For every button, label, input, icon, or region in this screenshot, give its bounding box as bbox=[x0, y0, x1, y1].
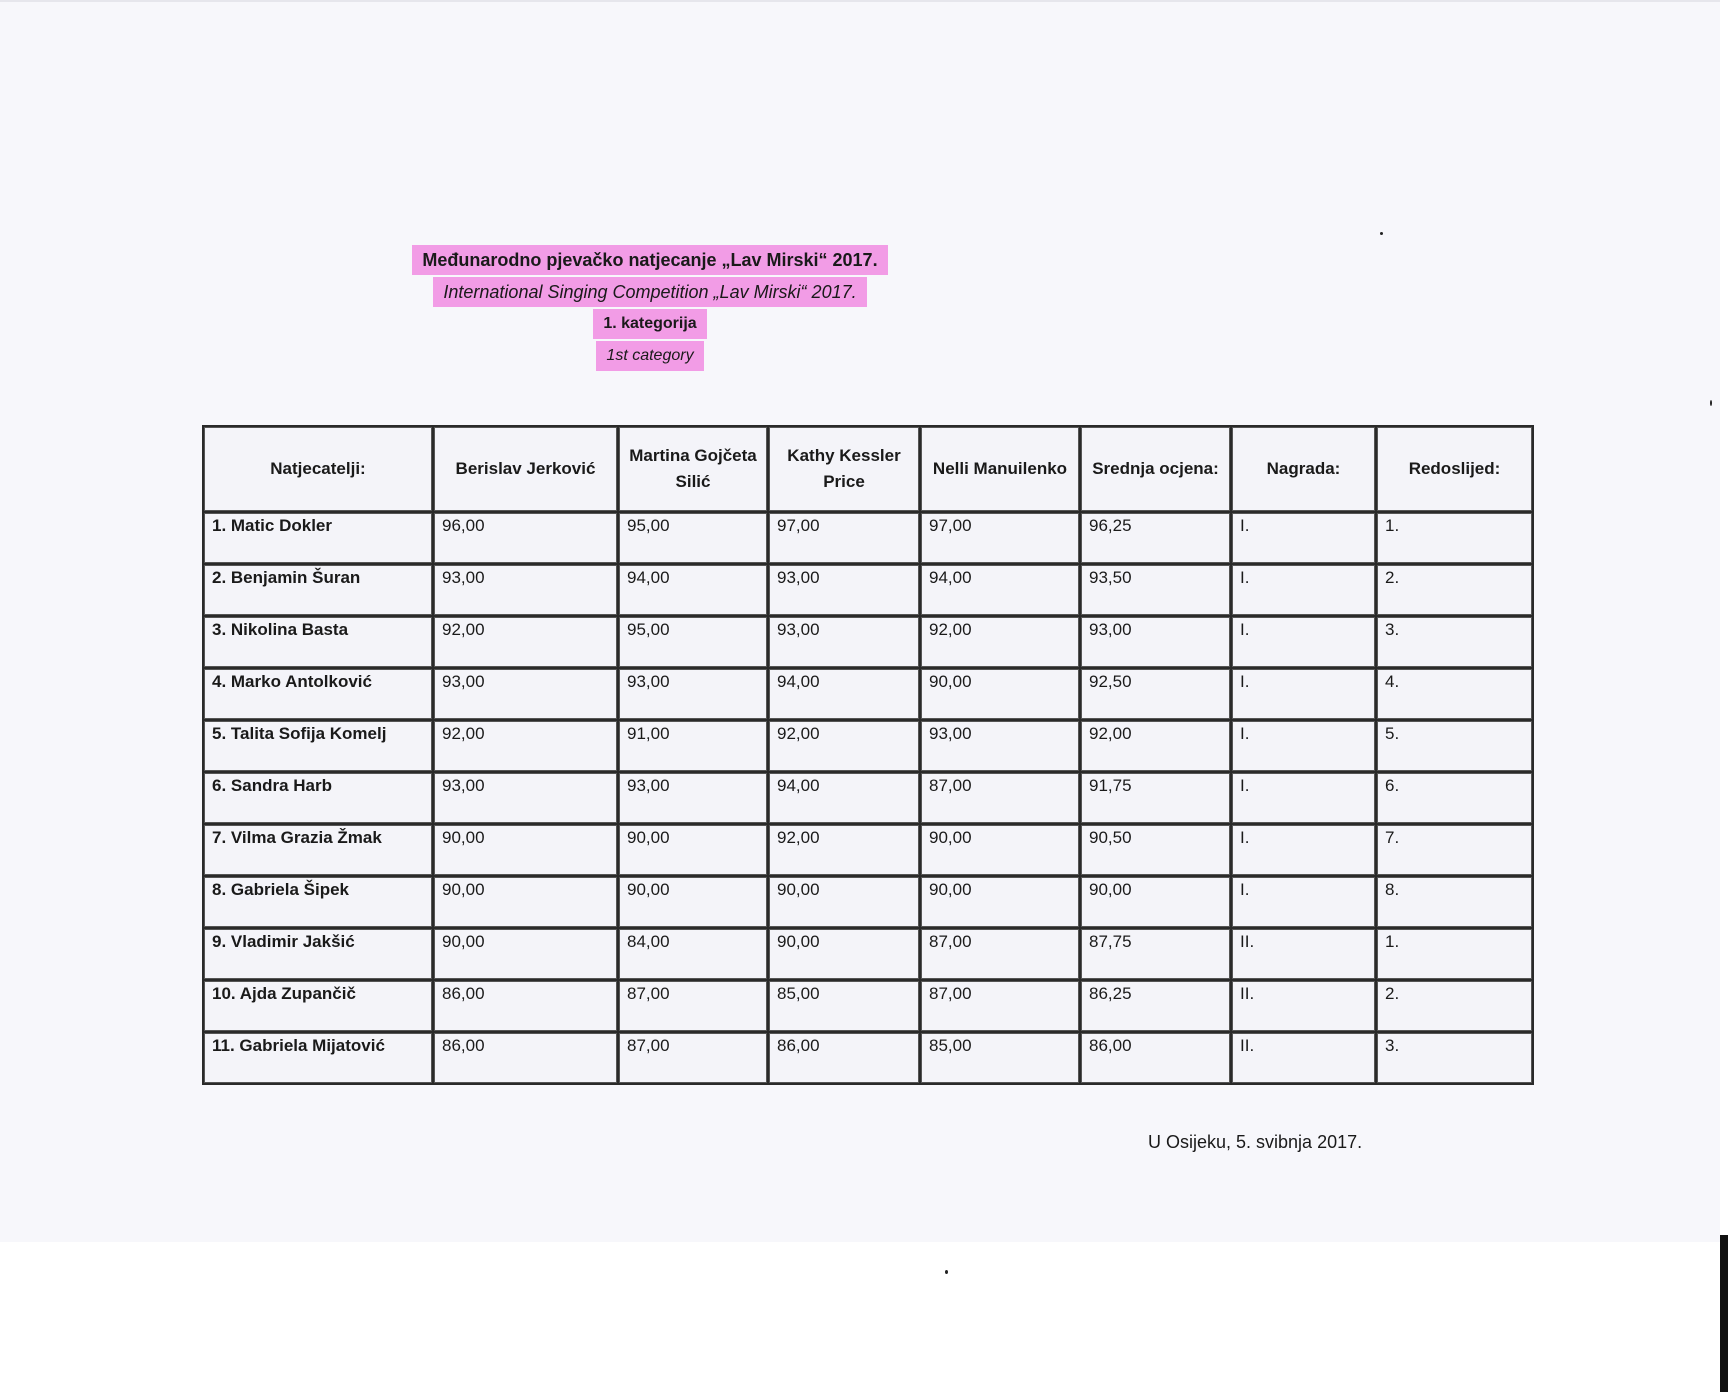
average-score-cell: 91,75 bbox=[1080, 772, 1231, 824]
award-cell: II. bbox=[1231, 928, 1376, 980]
table-row bbox=[203, 668, 1533, 720]
table-body bbox=[203, 512, 1533, 1084]
table-row bbox=[203, 720, 1533, 772]
judge-1-score-cell: 86,00 bbox=[433, 1032, 618, 1084]
judge-1-score-cell: 93,00 bbox=[433, 772, 618, 824]
rank-cell: 1. bbox=[1376, 512, 1533, 564]
scan-edge bbox=[1720, 1235, 1728, 1392]
judge-2-score-cell: 95,00 bbox=[618, 616, 768, 668]
column-header-judge-1: Berislav Jerković bbox=[433, 426, 618, 512]
contestant-name-cell: 6. Sandra Harb bbox=[203, 772, 433, 824]
judge-4-score-cell: 87,00 bbox=[920, 980, 1080, 1032]
contestant-name-cell: 8. Gabriela Šipek bbox=[203, 876, 433, 928]
scan-speck bbox=[1380, 232, 1383, 235]
table-row bbox=[203, 928, 1533, 980]
results-table bbox=[202, 425, 1534, 1085]
scan-speck bbox=[1710, 400, 1712, 406]
scan-speck bbox=[945, 1270, 948, 1274]
column-header-contestants: Natjecatelji: bbox=[203, 426, 433, 512]
contestant-name-cell: 10. Ajda Zupančič bbox=[203, 980, 433, 1032]
judge-4-score-cell: 92,00 bbox=[920, 616, 1080, 668]
judge-3-score-cell: 85,00 bbox=[768, 980, 920, 1032]
award-cell: I. bbox=[1231, 876, 1376, 928]
judge-4-score-cell: 90,00 bbox=[920, 668, 1080, 720]
column-header-award: Nagrada: bbox=[1231, 426, 1376, 512]
contestant-name-cell: 3. Nikolina Basta bbox=[203, 616, 433, 668]
judge-3-score-cell: 90,00 bbox=[768, 928, 920, 980]
judge-4-score-cell: 90,00 bbox=[920, 824, 1080, 876]
judge-3-score-cell: 93,00 bbox=[768, 564, 920, 616]
judge-1-score-cell: 92,00 bbox=[433, 616, 618, 668]
award-cell: I. bbox=[1231, 720, 1376, 772]
average-score-cell: 96,25 bbox=[1080, 512, 1231, 564]
table-row bbox=[203, 824, 1533, 876]
contestant-name-cell: 7. Vilma Grazia Žmak bbox=[203, 824, 433, 876]
judge-4-score-cell: 87,00 bbox=[920, 928, 1080, 980]
column-header-average: Srednja ocjena: bbox=[1080, 426, 1231, 512]
judge-2-score-cell: 90,00 bbox=[618, 824, 768, 876]
judge-1-score-cell: 90,00 bbox=[433, 824, 618, 876]
judge-3-score-cell: 93,00 bbox=[768, 616, 920, 668]
award-cell: II. bbox=[1231, 980, 1376, 1032]
document-header bbox=[0, 245, 1300, 373]
judge-1-score-cell: 96,00 bbox=[433, 512, 618, 564]
judge-3-score-cell: 94,00 bbox=[768, 668, 920, 720]
average-score-cell: 93,50 bbox=[1080, 564, 1231, 616]
average-score-cell: 90,50 bbox=[1080, 824, 1231, 876]
judge-2-score-cell: 93,00 bbox=[618, 668, 768, 720]
rank-cell: 3. bbox=[1376, 1032, 1533, 1084]
judge-1-score-cell: 90,00 bbox=[433, 876, 618, 928]
rank-cell: 8. bbox=[1376, 876, 1533, 928]
judge-4-score-cell: 93,00 bbox=[920, 720, 1080, 772]
title-english: International Singing Competition „Lav Mirski“ 2017. bbox=[433, 277, 866, 307]
award-cell: I. bbox=[1231, 772, 1376, 824]
award-cell: I. bbox=[1231, 668, 1376, 720]
judge-3-score-cell: 94,00 bbox=[768, 772, 920, 824]
table-row bbox=[203, 772, 1533, 824]
judge-3-score-cell: 86,00 bbox=[768, 1032, 920, 1084]
rank-cell: 2. bbox=[1376, 980, 1533, 1032]
rank-cell: 3. bbox=[1376, 616, 1533, 668]
column-header-judge-3: Kathy Kessler Price bbox=[768, 426, 920, 512]
judge-4-score-cell: 90,00 bbox=[920, 876, 1080, 928]
rank-cell: 1. bbox=[1376, 928, 1533, 980]
judge-2-score-cell: 84,00 bbox=[618, 928, 768, 980]
average-score-cell: 86,00 bbox=[1080, 1032, 1231, 1084]
average-score-cell: 92,00 bbox=[1080, 720, 1231, 772]
award-cell: I. bbox=[1231, 512, 1376, 564]
table-row bbox=[203, 616, 1533, 668]
judge-3-score-cell: 90,00 bbox=[768, 876, 920, 928]
judge-2-score-cell: 91,00 bbox=[618, 720, 768, 772]
judge-4-score-cell: 85,00 bbox=[920, 1032, 1080, 1084]
judge-1-score-cell: 92,00 bbox=[433, 720, 618, 772]
judge-1-score-cell: 93,00 bbox=[433, 668, 618, 720]
contestant-name-cell: 1. Matic Dokler bbox=[203, 512, 433, 564]
average-score-cell: 93,00 bbox=[1080, 616, 1231, 668]
table-row bbox=[203, 876, 1533, 928]
judge-3-score-cell: 92,00 bbox=[768, 824, 920, 876]
judge-3-score-cell: 97,00 bbox=[768, 512, 920, 564]
judge-2-score-cell: 95,00 bbox=[618, 512, 768, 564]
category-english: 1st category bbox=[596, 341, 703, 371]
judge-2-score-cell: 94,00 bbox=[618, 564, 768, 616]
average-score-cell: 92,50 bbox=[1080, 668, 1231, 720]
table-header-row bbox=[203, 426, 1533, 512]
judge-4-score-cell: 97,00 bbox=[920, 512, 1080, 564]
judge-2-score-cell: 93,00 bbox=[618, 772, 768, 824]
column-header-judge-4: Nelli Manuilenko bbox=[920, 426, 1080, 512]
table-row bbox=[203, 512, 1533, 564]
rank-cell: 7. bbox=[1376, 824, 1533, 876]
column-header-rank: Redoslijed: bbox=[1376, 426, 1533, 512]
rank-cell: 2. bbox=[1376, 564, 1533, 616]
judge-2-score-cell: 87,00 bbox=[618, 1032, 768, 1084]
award-cell: I. bbox=[1231, 824, 1376, 876]
average-score-cell: 86,25 bbox=[1080, 980, 1231, 1032]
judge-1-score-cell: 90,00 bbox=[433, 928, 618, 980]
judge-1-score-cell: 93,00 bbox=[433, 564, 618, 616]
contestant-name-cell: 4. Marko Antolković bbox=[203, 668, 433, 720]
award-cell: II. bbox=[1231, 1032, 1376, 1084]
column-header-judge-2: Martina Gojčeta Silić bbox=[618, 426, 768, 512]
contestant-name-cell: 9. Vladimir Jakšić bbox=[203, 928, 433, 980]
category-croatian: 1. kategorija bbox=[593, 309, 706, 339]
contestant-name-cell: 2. Benjamin Šuran bbox=[203, 564, 433, 616]
average-score-cell: 90,00 bbox=[1080, 876, 1231, 928]
contestant-name-cell: 5. Talita Sofija Komelj bbox=[203, 720, 433, 772]
table-row bbox=[203, 1032, 1533, 1084]
judge-3-score-cell: 92,00 bbox=[768, 720, 920, 772]
rank-cell: 6. bbox=[1376, 772, 1533, 824]
judge-2-score-cell: 90,00 bbox=[618, 876, 768, 928]
judge-4-score-cell: 87,00 bbox=[920, 772, 1080, 824]
judge-1-score-cell: 86,00 bbox=[433, 980, 618, 1032]
table-row bbox=[203, 564, 1533, 616]
award-cell: I. bbox=[1231, 616, 1376, 668]
rank-cell: 5. bbox=[1376, 720, 1533, 772]
title-croatian: Međunarodno pjevačko natjecanje „Lav Mirski“ 2017. bbox=[412, 245, 887, 275]
average-score-cell: 87,75 bbox=[1080, 928, 1231, 980]
contestant-name-cell: 11. Gabriela Mijatović bbox=[203, 1032, 433, 1084]
judge-2-score-cell: 87,00 bbox=[618, 980, 768, 1032]
judge-4-score-cell: 94,00 bbox=[920, 564, 1080, 616]
table-row bbox=[203, 980, 1533, 1032]
award-cell: I. bbox=[1231, 564, 1376, 616]
rank-cell: 4. bbox=[1376, 668, 1533, 720]
place-date: U Osijeku, 5. svibnja 2017. bbox=[1148, 1132, 1363, 1152]
